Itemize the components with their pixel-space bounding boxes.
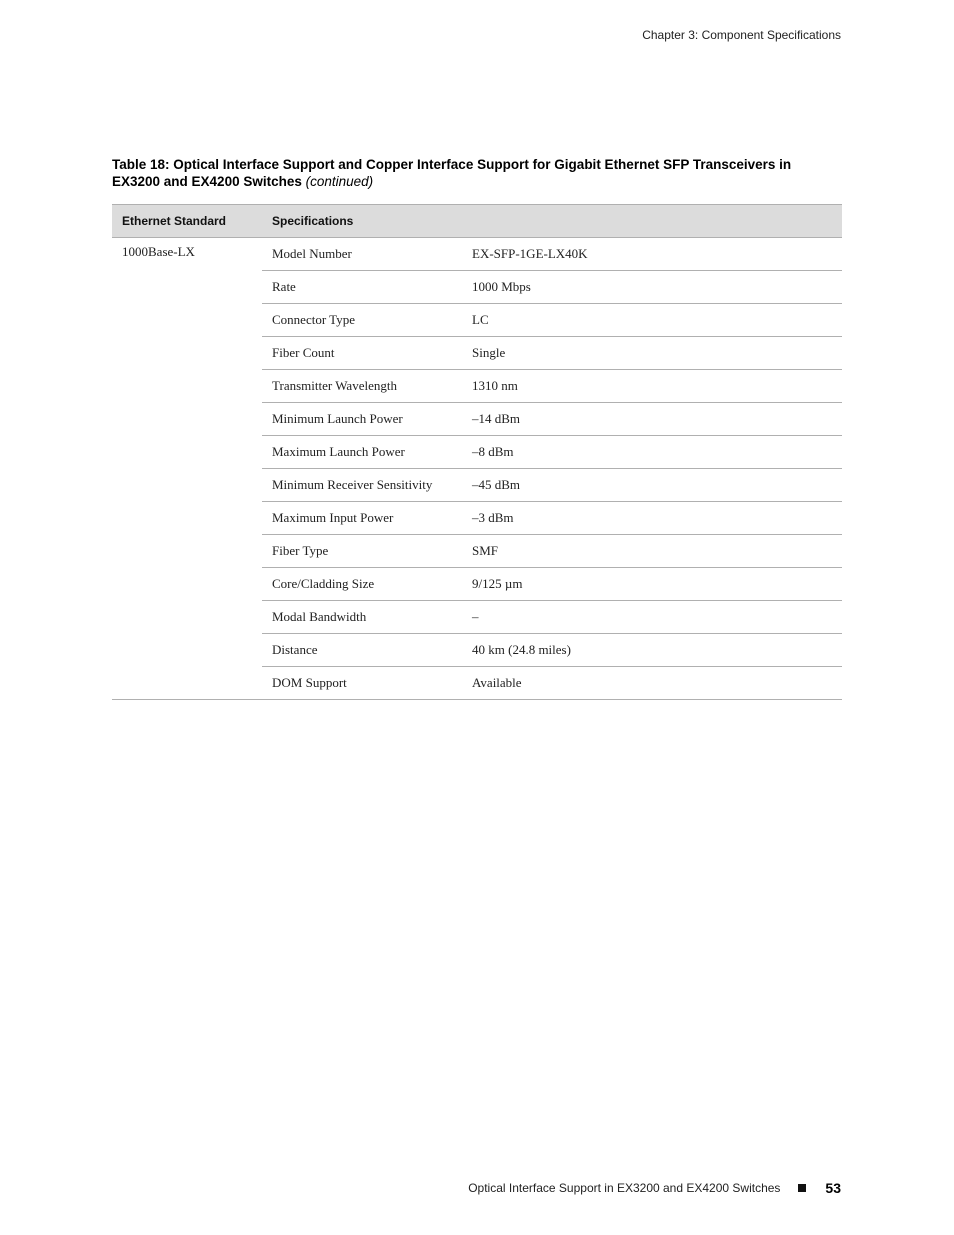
spec-value: 40 km (24.8 miles) xyxy=(462,634,842,667)
spec-label: Modal Bandwidth xyxy=(262,601,462,634)
table-header-row xyxy=(112,205,842,238)
header-specifications: Specifications xyxy=(262,205,842,238)
table-row xyxy=(112,238,842,271)
spec-label: Maximum Launch Power xyxy=(262,436,462,469)
table-caption xyxy=(112,156,842,190)
spec-value: 1310 nm xyxy=(462,370,842,403)
spec-table xyxy=(112,204,842,700)
table-title: Table 18: Optical Interface Support and Copper Interface Support for Gigabit Ethernet SFP Transceivers in EX3200 and EX4200 Switches xyxy=(112,157,792,189)
spec-label: Model Number xyxy=(262,238,462,271)
footer-section-title: Optical Interface Support in EX3200 and EX4200 Switches xyxy=(468,1181,781,1195)
continued-note: (continued) xyxy=(305,174,374,189)
spec-value: 1000 Mbps xyxy=(462,271,842,304)
spec-value: Available xyxy=(462,667,842,700)
spec-label: DOM Support xyxy=(262,667,462,700)
page-number: 53 xyxy=(825,1180,841,1196)
spec-value: LC xyxy=(462,304,842,337)
spec-value: EX-SFP-1GE-LX40K xyxy=(462,238,842,271)
spec-value: –8 dBm xyxy=(462,436,842,469)
spec-value: Single xyxy=(462,337,842,370)
square-bullet-icon xyxy=(798,1184,806,1192)
table-body xyxy=(112,238,842,700)
spec-label: Fiber Type xyxy=(262,535,462,568)
spec-label: Maximum Input Power xyxy=(262,502,462,535)
spec-label: Core/Cladding Size xyxy=(262,568,462,601)
running-footer xyxy=(468,1180,841,1196)
spec-label: Fiber Count xyxy=(262,337,462,370)
spec-value: – xyxy=(462,601,842,634)
spec-value: –45 dBm xyxy=(462,469,842,502)
header-ethernet-standard: Ethernet Standard xyxy=(112,205,262,238)
spec-label: Minimum Receiver Sensitivity xyxy=(262,469,462,502)
running-header: Chapter 3: Component Specifications xyxy=(642,28,841,42)
spec-value: –14 dBm xyxy=(462,403,842,436)
spec-label: Transmitter Wavelength xyxy=(262,370,462,403)
spec-value: SMF xyxy=(462,535,842,568)
ethernet-standard-cell: 1000Base-LX xyxy=(112,238,262,700)
spec-value: 9/125 µm xyxy=(462,568,842,601)
spec-label: Rate xyxy=(262,271,462,304)
spec-label: Connector Type xyxy=(262,304,462,337)
spec-label: Minimum Launch Power xyxy=(262,403,462,436)
spec-label: Distance xyxy=(262,634,462,667)
spec-value: –3 dBm xyxy=(462,502,842,535)
